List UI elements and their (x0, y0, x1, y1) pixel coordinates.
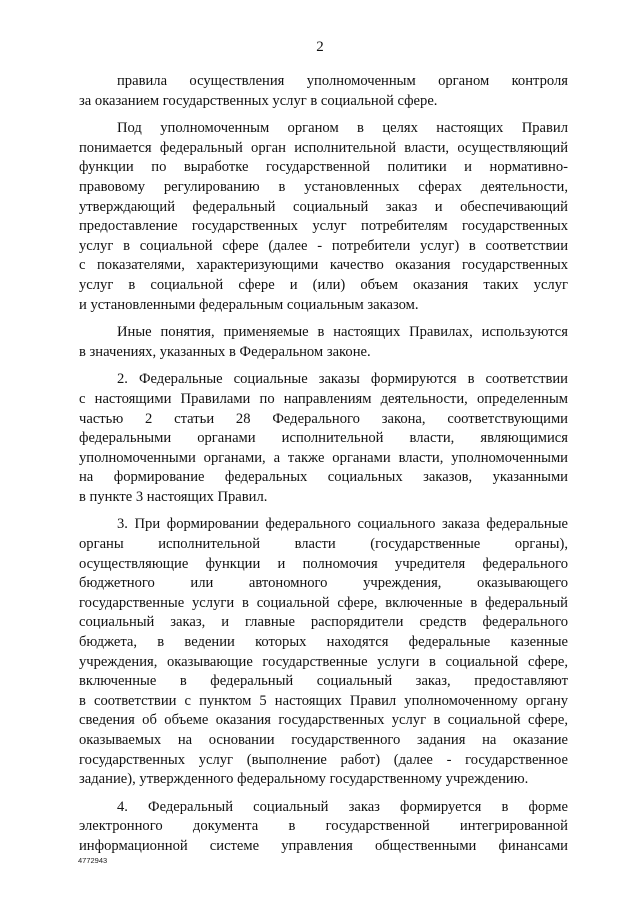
paragraph (79, 370, 568, 507)
text-line: частью 2 статьи 28 Федерального закона, соответствующими (79, 410, 568, 427)
text-line: с показателями, характеризующими качество оказания государственных (79, 257, 568, 274)
text-line: 4. Федеральный социальный заказ формируется в форме (117, 798, 568, 815)
text-line: уполномоченными органами, а также органами власти, уполномоченными (79, 449, 568, 466)
text-line: федеральными органами исполнительной власти, являющимися (79, 430, 568, 447)
text-line: правовому регулированию в установленных сферах деятельности, (79, 178, 568, 195)
text-line: Иные понятия, применяемые в настоящих Правилах, используются (117, 324, 568, 341)
text-line: правила осуществления уполномоченным органом контроля (117, 73, 568, 89)
text-line: Под уполномоченным органом в целях настоящих Правил (117, 120, 568, 137)
text-line: предоставление государственных услуг потребителям государственных (79, 218, 568, 235)
text-line: в значениях, указанных в Федеральном законе. (79, 343, 371, 360)
paragraph (79, 515, 568, 789)
text-line: за оказанием государственных услуг в социальной сфере. (79, 92, 438, 109)
text-line: государственных услуг (выполнение работ) (далее - государственное (79, 751, 568, 768)
text-line: оказываемых на основании государственного задания на оказание (79, 732, 568, 748)
paragraph (79, 323, 568, 362)
text-line: и установленными федеральным социальным заказом. (79, 296, 419, 313)
text-line: в соответствии с пунктом 5 настоящих Правил уполномоченному органу (79, 692, 568, 709)
text-line: бюджета, в ведении которых находятся федеральные казенные (79, 634, 568, 651)
text-line: утверждающий федеральный социальный заказ и обеспечивающий (79, 198, 568, 215)
text-line: органы исполнительной власти (государственные органы), (79, 536, 568, 553)
text-line: понимается федеральный орган исполнительной власти, осуществляющий (79, 139, 568, 156)
document-code: 4772943 (78, 856, 108, 865)
text-line: на формирование федеральных социальных заказов, указанными (79, 469, 568, 486)
text-line: государственные услуги в социальной сфере, включенные в федеральный (79, 594, 568, 611)
text-line: включенные в федеральный социальный заказ, предоставляют (79, 673, 568, 690)
paragraph (79, 119, 568, 315)
text-line: услуг в социальной сфере и (или) объем оказания таких услуг (79, 276, 568, 293)
text-line: задание), утвержденного федеральному государственному учреждению. (79, 771, 529, 788)
text-line: с настоящими Правилами по направлениям деятельности, определенным (79, 390, 568, 407)
text-line: функции по выработке государственной политики и нормативно- (79, 159, 568, 176)
text-line: в пункте 3 настоящих Правил. (79, 488, 268, 505)
text-line: услуг в социальной сфере (далее - потребители услуг) в соответствии (79, 237, 568, 254)
text-line: 2. Федеральные социальные заказы формируются в соответствии (117, 371, 568, 388)
text-line: электронного документа в государственной интегрированной (79, 818, 568, 835)
text-line: сведения об объеме оказания государственных услуг в социальной сфере, (79, 712, 568, 729)
text-line: бюджетного или автономного учреждения, оказывающего (79, 575, 568, 592)
text-line: 3. При формировании федерального социального заказа федеральные (117, 516, 568, 533)
document-body (79, 72, 568, 865)
paragraph (79, 72, 568, 111)
text-line: социальный заказ, и главные распорядители средств федерального (79, 614, 568, 631)
paragraph (79, 798, 568, 857)
page-number: 2 (316, 39, 324, 55)
text-line: осуществляющие функции и полномочия учредителя федерального (79, 555, 568, 572)
text-line: информационной системе управления общественными финансами (79, 837, 568, 854)
text-line: учреждения, оказывающие государственные услуги в социальной сфере, (79, 653, 568, 670)
